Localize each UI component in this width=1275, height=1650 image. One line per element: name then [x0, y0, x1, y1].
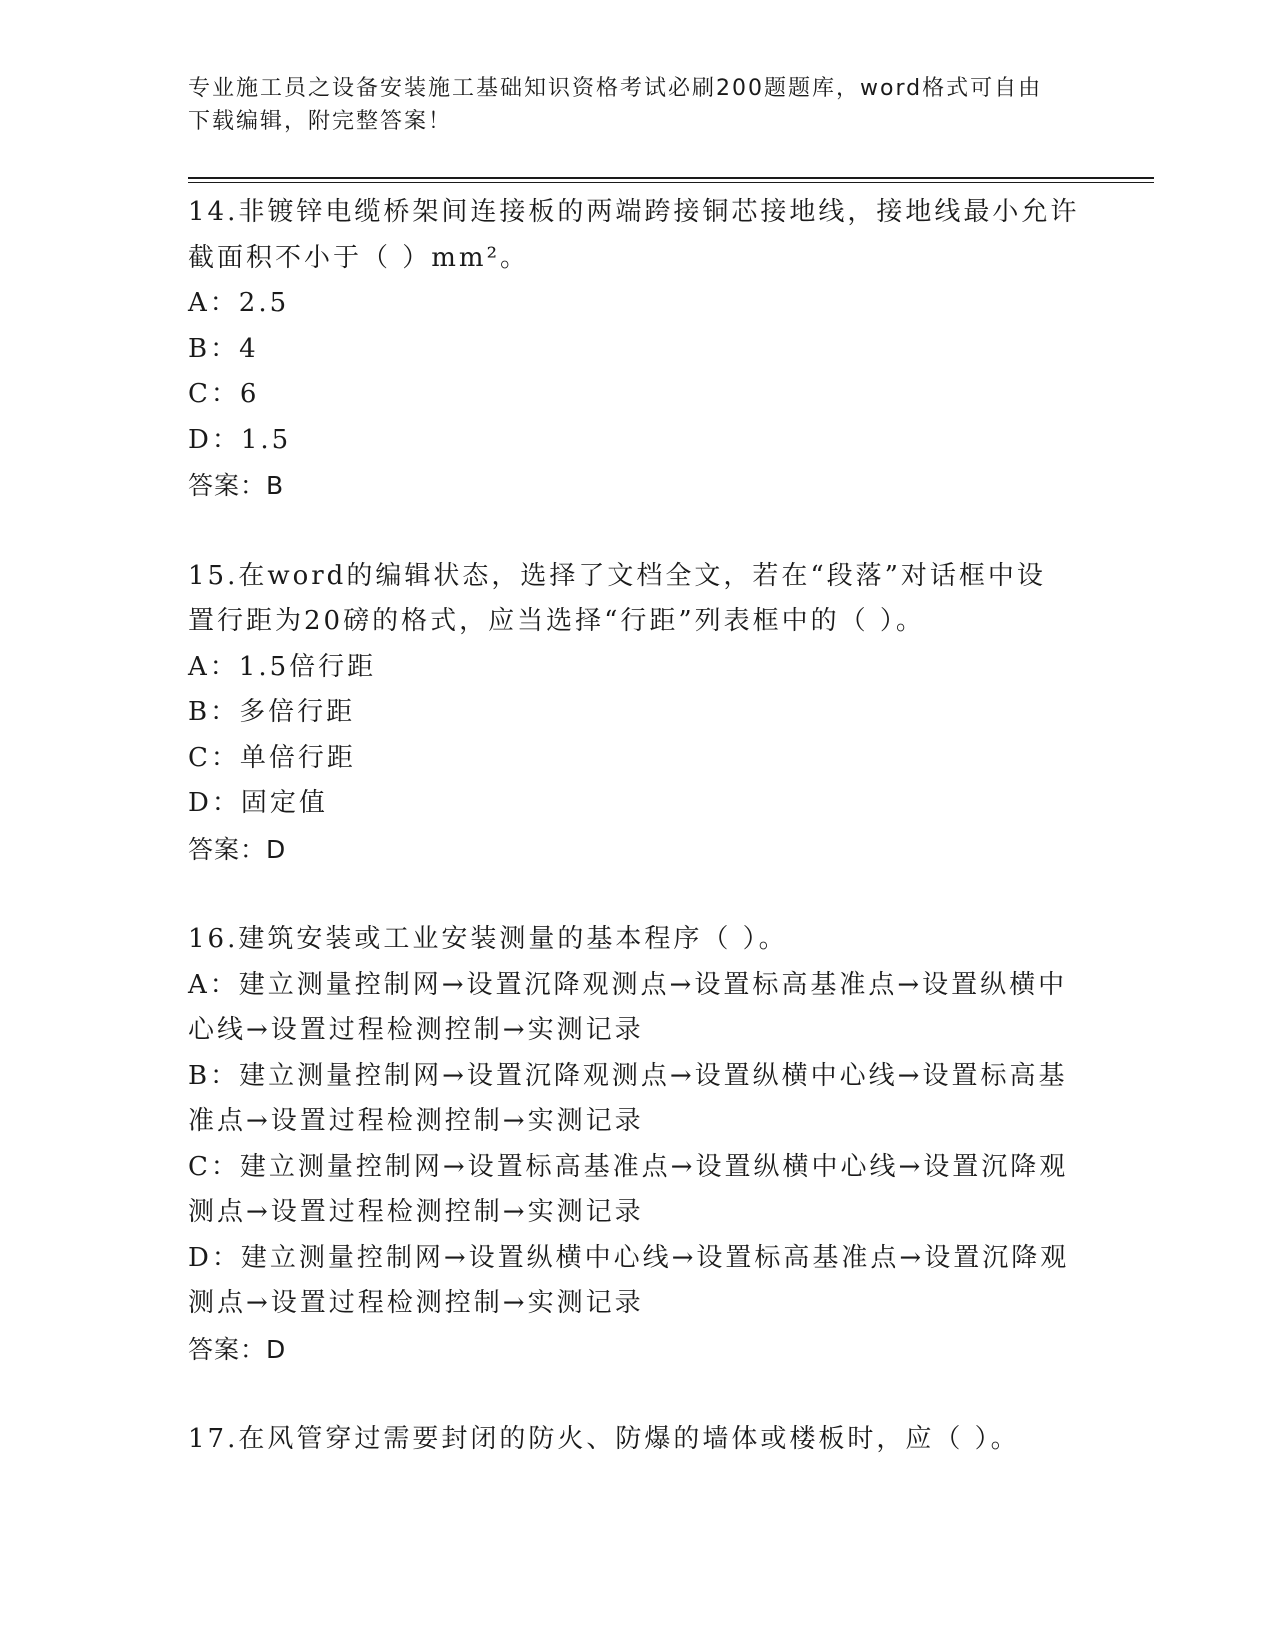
question-14-answer: 答案：B: [188, 471, 285, 500]
question-16-option-d-line-2: 测点→设置过程检测控制→实测记录: [188, 1288, 644, 1318]
question-16-option-a-line-1: A：建立测量控制网→设置沉降观测点→设置标高基准点→设置纵横中: [188, 969, 1068, 1000]
question-16-option-b-line-1: B：建立测量控制网→设置沉降观测点→设置纵横中心线→设置标高基: [188, 1060, 1068, 1091]
document-header: [188, 72, 1088, 138]
spacer: [188, 509, 1088, 554]
question-16-stem: 16.建筑安装或工业安装测量的基本程序（ ）。: [188, 924, 788, 954]
question-17: [188, 1417, 1088, 1463]
question-15-option-c: C：单倍行距: [188, 742, 356, 773]
question-15: [188, 554, 1088, 873]
question-14-stem-line-2: 截面积不小于（ ）mm²。: [188, 242, 529, 273]
header-divider-thin: [188, 182, 1154, 183]
question-list: [188, 190, 1088, 1463]
question-16-option-d-line-1: D：建立测量控制网→设置纵横中心线→设置标高基准点→设置沉降观: [188, 1242, 1070, 1273]
question-16-option-b-line-2: 准点→设置过程检测控制→实测记录: [188, 1106, 644, 1136]
question-16-option-c-line-1: C：建立测量控制网→设置标高基准点→设置纵横中心线→设置沉降观: [188, 1151, 1069, 1182]
question-14-stem-line-1: 14.非镀锌电缆桥架间连接板的两端跨接铜芯接地线，接地线最小允许: [188, 197, 1080, 227]
question-16-option-c-line-2: 测点→设置过程检测控制→实测记录: [188, 1197, 644, 1227]
question-14-option-a: A：2.5: [188, 288, 290, 318]
question-15-option-a: A：1.5倍行距: [188, 651, 377, 682]
question-14: [188, 190, 1088, 509]
question-15-option-d: D：固定值: [188, 788, 328, 818]
spacer: [188, 1372, 1088, 1417]
question-15-option-b: B：多倍行距: [188, 697, 356, 727]
question-15-answer: 答案：D: [188, 834, 287, 864]
spacer: [188, 872, 1088, 917]
header-line-1: 专业施工员之设备安装施工基础知识资格考试必刷200题题库，word格式可自由: [188, 76, 1043, 101]
question-14-option-c: C：6: [188, 379, 260, 409]
question-17-stem: 17.在风管穿过需要封闭的防火、防爆的墙体或楼板时，应（ ）。: [188, 1424, 1020, 1454]
question-16: [188, 917, 1088, 1372]
question-15-stem-line-1: 15.在word的编辑状态，选择了文档全文，若在“段落”对话框中设: [188, 560, 1046, 591]
question-14-option-b: B：4: [188, 333, 259, 364]
question-16-option-a-line-2: 心线→设置过程检测控制→实测记录: [188, 1015, 644, 1045]
question-15-stem-line-2: 置行距为20磅的格式，应当选择“行距”列表框中的（ ）。: [188, 606, 925, 636]
header-divider-thick: [188, 177, 1154, 179]
question-14-option-d: D：1.5: [188, 424, 292, 455]
question-16-answer: 答案：D: [188, 1334, 287, 1364]
header-line-2: 下载编辑，附完整答案！: [188, 109, 453, 134]
